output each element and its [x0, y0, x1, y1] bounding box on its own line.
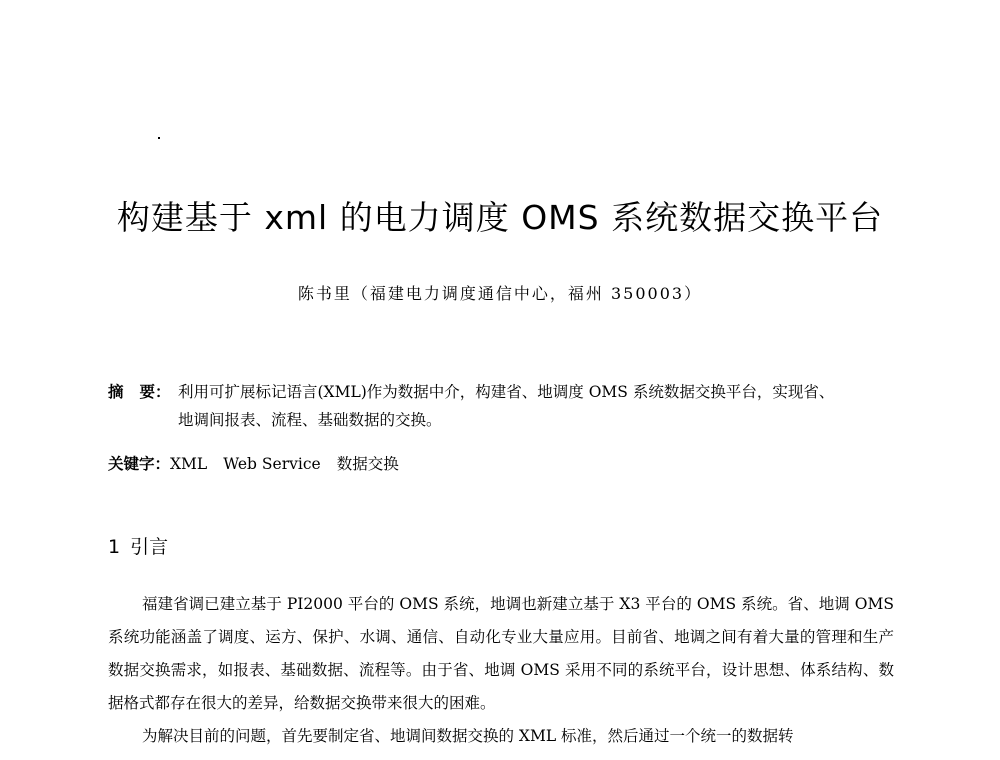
keywords-label: 关键字： [108, 454, 171, 473]
abstract-block [108, 378, 908, 434]
paper-title: 构建基于 xml 的电力调度 OMS 系统数据交换平台 [116, 198, 884, 237]
abstract-label-b: 要： [139, 382, 171, 401]
section-title: 引言 [130, 536, 169, 558]
author-affiliation: 陈书里（福建电力调度通信中心，福州 350003） [297, 284, 703, 303]
keywords-block [108, 450, 908, 478]
scan-speck [158, 137, 160, 139]
section-heading [108, 533, 168, 561]
keyword-xml: XML [170, 455, 208, 473]
paragraph: 为解决目前的问题，首先要制定省、地调间数据交换的 XML 标准，然后通过一个统一的数据转 [142, 727, 794, 745]
keyword-data-exchange: 数据交换 [336, 455, 399, 473]
body-text [108, 588, 894, 753]
abstract-label [108, 378, 178, 406]
abstract-text-line2: 地调间报表、流程、基础数据的交换。 [178, 411, 442, 429]
abstract-text-line1: 利用可扩展标记语言(XML)作为数据中介，构建省、地调度 OMS 系统数据交换平台，实现省、 [178, 383, 835, 401]
keyword-web-service: Web Service [223, 455, 321, 473]
abstract-label-a: 摘 [108, 382, 124, 401]
section-number: 1 [108, 536, 121, 558]
paragraph: 福建省调已建立基于 PI2000 平台的 OMS 系统，地调也新建立基于 X3 平台的 OMS 系统。省、地调 OMS 系统功能涵盖了调度、运方、保护、水调、通信、自动化专业大量应用。目前省、地调之间有着大量的管理和生产数据交换需求，如报表、基础数据、流程等。由于省、地调 OMS 采用不同的系统平台，设计思想、体系结构、数据格式都存在很大的差异，给数据交换带来很大的困难。 [108, 595, 894, 712]
